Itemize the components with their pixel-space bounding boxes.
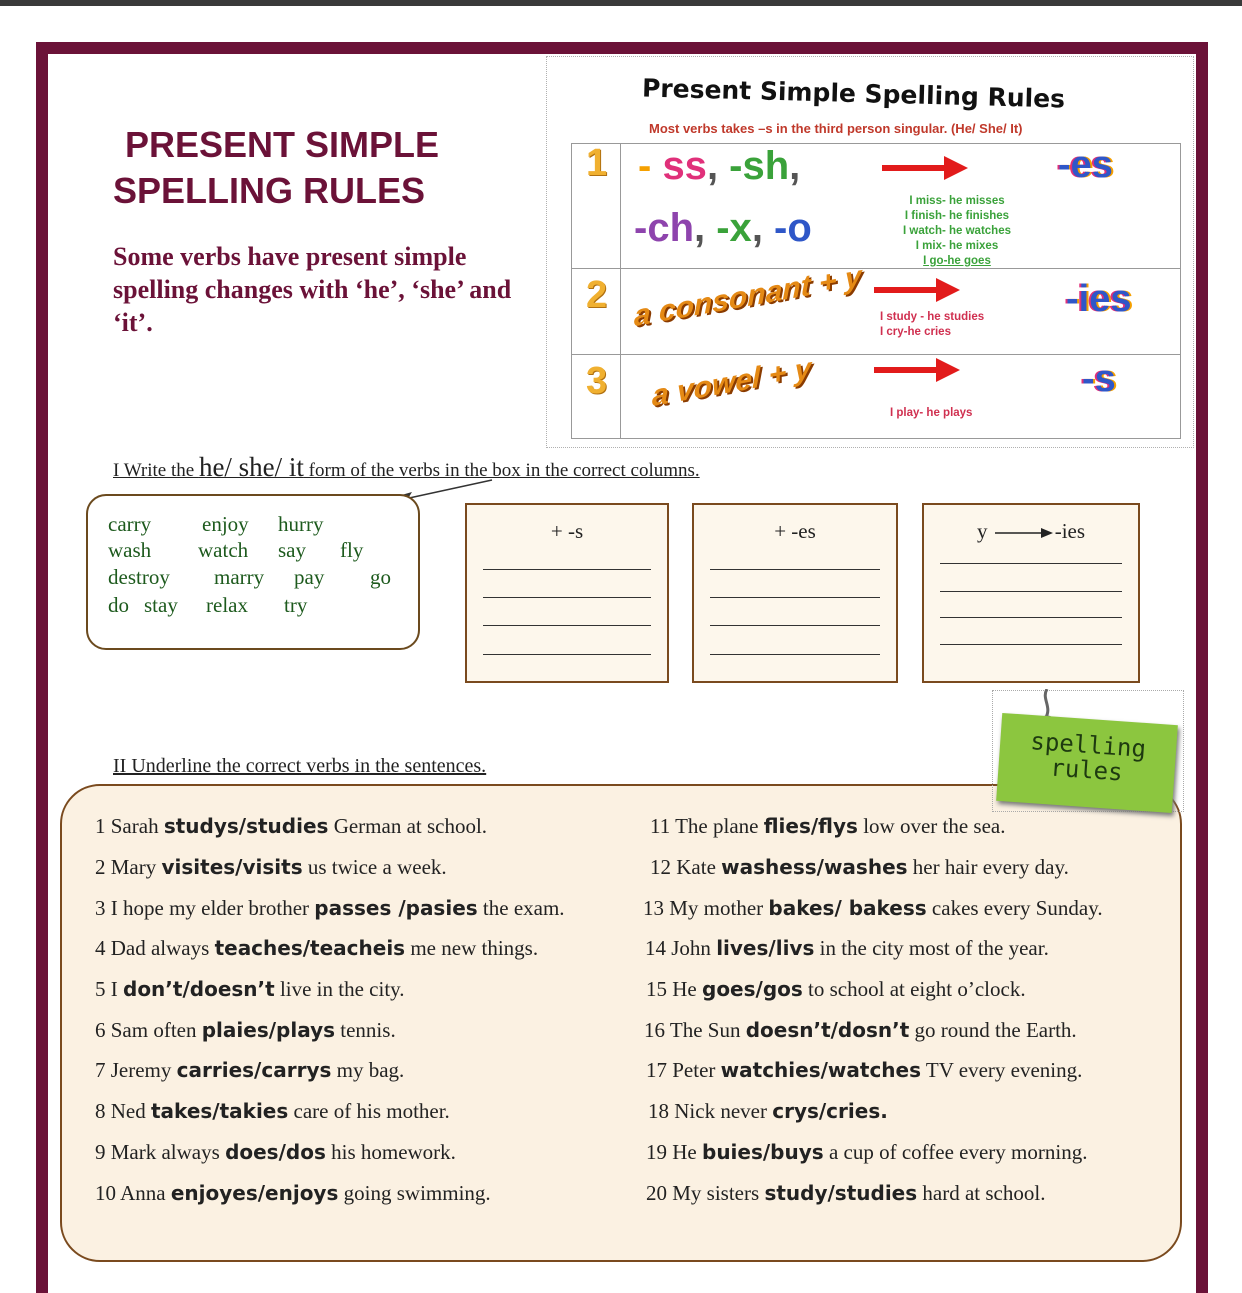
- column-heading: y -ies: [976, 519, 1086, 543]
- sentence-item: 18 Nick never crys/cries.: [648, 1099, 888, 1123]
- verb-item: fly: [340, 538, 364, 562]
- verb-options[interactable]: flies/flys: [763, 814, 858, 838]
- rule-pattern: - ss, -sh,: [638, 144, 801, 188]
- sentence-item: 10 Anna enjoyes/enjoys going swimming.: [95, 1181, 491, 1205]
- answer-line[interactable]: [710, 654, 880, 655]
- intro-text: Some verbs have present simple spelling changes with ‘he’, ‘she’ and ‘it’.: [113, 242, 512, 337]
- sentence-item: 5 I don’t/doesn’t live in the city.: [95, 977, 405, 1001]
- rule-pattern: a consonant + y: [634, 259, 862, 334]
- sentence-item: 6 Sam often plaies/plays tennis.: [95, 1018, 396, 1042]
- answer-line[interactable]: [483, 654, 651, 655]
- rule-examples: I miss- he misses I finish- he finishes I watch- he watches I mix- he mixes I go-he goes: [902, 195, 1011, 267]
- answer-line[interactable]: [483, 625, 651, 626]
- verb-options[interactable]: enjoyes/enjoys: [170, 1181, 339, 1205]
- answer-column-s: [465, 503, 669, 683]
- verb-item: pay: [294, 565, 325, 589]
- arrow-right-icon: [993, 526, 1055, 540]
- verb-item: destroy: [108, 565, 170, 589]
- rules-row-divider: [572, 354, 1180, 355]
- verb-options[interactable]: doesn’t/dosn’t: [745, 1018, 910, 1042]
- exercise-1-title: I Write the he/ she/ it form of the verbs in the box in the correct columns.: [113, 452, 700, 482]
- answer-line[interactable]: [710, 597, 880, 598]
- verb-item: try: [284, 593, 308, 617]
- sentence-item: 17 Peter watchies/watches TV every evening.: [646, 1058, 1083, 1082]
- column-heading: + -s: [550, 519, 584, 543]
- exercise-2-title: II Underline the correct verbs in the sentences.: [113, 755, 487, 777]
- verb-options[interactable]: goes/gos: [702, 977, 803, 1001]
- sentence-item: 4 Dad always teaches/teacheis me new things.: [95, 936, 539, 960]
- rule-pattern: -ch, -x, -o: [634, 206, 812, 250]
- verb-options[interactable]: plaies/plays: [201, 1018, 336, 1042]
- verb-options[interactable]: crys/cries.: [772, 1099, 888, 1123]
- verb-item: carry: [108, 512, 152, 536]
- answer-line[interactable]: [940, 644, 1122, 645]
- rule-ending: -es: [1058, 144, 1113, 186]
- verb-options[interactable]: lives/livs: [716, 936, 815, 960]
- rule-pattern: a vowel + y: [652, 351, 812, 414]
- sentence-item: 19 He buies/buys a cup of coffee every morning.: [646, 1140, 1088, 1164]
- verb-item: do: [108, 593, 129, 617]
- answer-line[interactable]: [940, 617, 1122, 618]
- answer-line[interactable]: [940, 563, 1122, 564]
- worksheet-heading: PRESENT SIMPLE SPELLING RULES: [113, 124, 440, 211]
- sentence-item: 14 John lives/livs in the city most of the year.: [645, 936, 1049, 960]
- rule-number: 1: [586, 142, 608, 184]
- rule-ending: -ies: [1066, 278, 1132, 320]
- top-bar: [0, 0, 1242, 6]
- sentence-item: 8 Ned takes/takies care of his mother.: [95, 1099, 450, 1123]
- rule-examples: I study - he studies I cry-he cries: [880, 311, 985, 338]
- answer-line[interactable]: [940, 591, 1122, 592]
- sentence-item: 13 My mother bakes/ bakess cakes every Sunday.: [643, 896, 1103, 920]
- verb-item: wash: [108, 538, 152, 562]
- sentence-item: 20 My sisters study/studies hard at school.: [646, 1181, 1046, 1205]
- verb-options[interactable]: takes/takies: [151, 1099, 289, 1123]
- spelling-rules-tag: [992, 690, 1184, 812]
- verb-item: stay: [144, 593, 178, 617]
- verb-options[interactable]: watchies/watches: [720, 1058, 922, 1082]
- verb-options[interactable]: does/dos: [225, 1140, 326, 1164]
- verb-item: relax: [206, 593, 248, 617]
- verb-options[interactable]: teaches/teacheis: [214, 936, 406, 960]
- tag-label: spelling rules: [996, 713, 1178, 813]
- sentence-item: 1 Sarah studys/studies German at school.: [95, 814, 488, 838]
- verb-box: [86, 494, 420, 650]
- verb-options[interactable]: don’t/doesn’t: [123, 977, 275, 1001]
- rules-title: Present Simple Spelling Rules: [641, 73, 1066, 114]
- answer-line[interactable]: [483, 597, 651, 598]
- verb-options[interactable]: visites/visits: [161, 855, 303, 879]
- answer-line[interactable]: [710, 569, 880, 570]
- sentence-item: 12 Kate washess/washes her hair every day.: [650, 855, 1069, 879]
- verb-options[interactable]: bakes/ bakess: [768, 896, 927, 920]
- rules-column-divider: [620, 144, 621, 438]
- rule-ending: -s: [1082, 358, 1116, 400]
- arrow-right-icon: [874, 358, 960, 382]
- rules-subtitle: Most verbs takes –s in the third person singular. (He/ She/ It): [649, 121, 1023, 136]
- verb-item: say: [278, 538, 306, 562]
- arrow-right-icon: [874, 278, 960, 302]
- verb-options[interactable]: washess/washes: [721, 855, 908, 879]
- rule-examples: I play- he plays: [890, 407, 973, 419]
- answer-column-es: [692, 503, 898, 683]
- sentence-item: 11 The plane flies/flys low over the sea.: [650, 814, 1006, 838]
- sentence-item: 2 Mary visites/visits us twice a week.: [95, 855, 447, 879]
- verb-item: go: [370, 565, 391, 589]
- sentence-item: 16 The Sun doesn’t/dosn’t go round the Earth.: [644, 1018, 1077, 1042]
- verb-options[interactable]: study/studies: [764, 1181, 918, 1205]
- verb-options[interactable]: studys/studies: [163, 814, 329, 838]
- rules-table: [571, 143, 1181, 439]
- sentence-item: 15 He goes/gos to school at eight o’clock.: [646, 977, 1026, 1001]
- sentence-item: 3 I hope my elder brother passes /pasies the exam.: [95, 896, 565, 920]
- arrow-right-icon: [882, 156, 968, 180]
- verb-options[interactable]: passes /pasies: [314, 896, 478, 920]
- answer-line[interactable]: [710, 625, 880, 626]
- verb-item: enjoy: [202, 512, 249, 536]
- answer-line[interactable]: [483, 569, 651, 570]
- rule-number: 2: [586, 274, 608, 316]
- rule-number: 3: [586, 360, 608, 402]
- rules-panel: [546, 56, 1194, 448]
- column-heading: + -es: [774, 519, 816, 543]
- sentence-item: 7 Jeremy carries/carrys my bag.: [95, 1058, 405, 1082]
- verb-item: hurry: [278, 512, 324, 536]
- verb-item: watch: [198, 538, 249, 562]
- answer-column-ies: [922, 503, 1140, 683]
- verb-item: marry: [214, 565, 265, 589]
- verb-options[interactable]: buies/buys: [702, 1140, 824, 1164]
- verb-options[interactable]: carries/carrys: [176, 1058, 332, 1082]
- sentence-item: 9 Mark always does/dos his homework.: [95, 1140, 456, 1164]
